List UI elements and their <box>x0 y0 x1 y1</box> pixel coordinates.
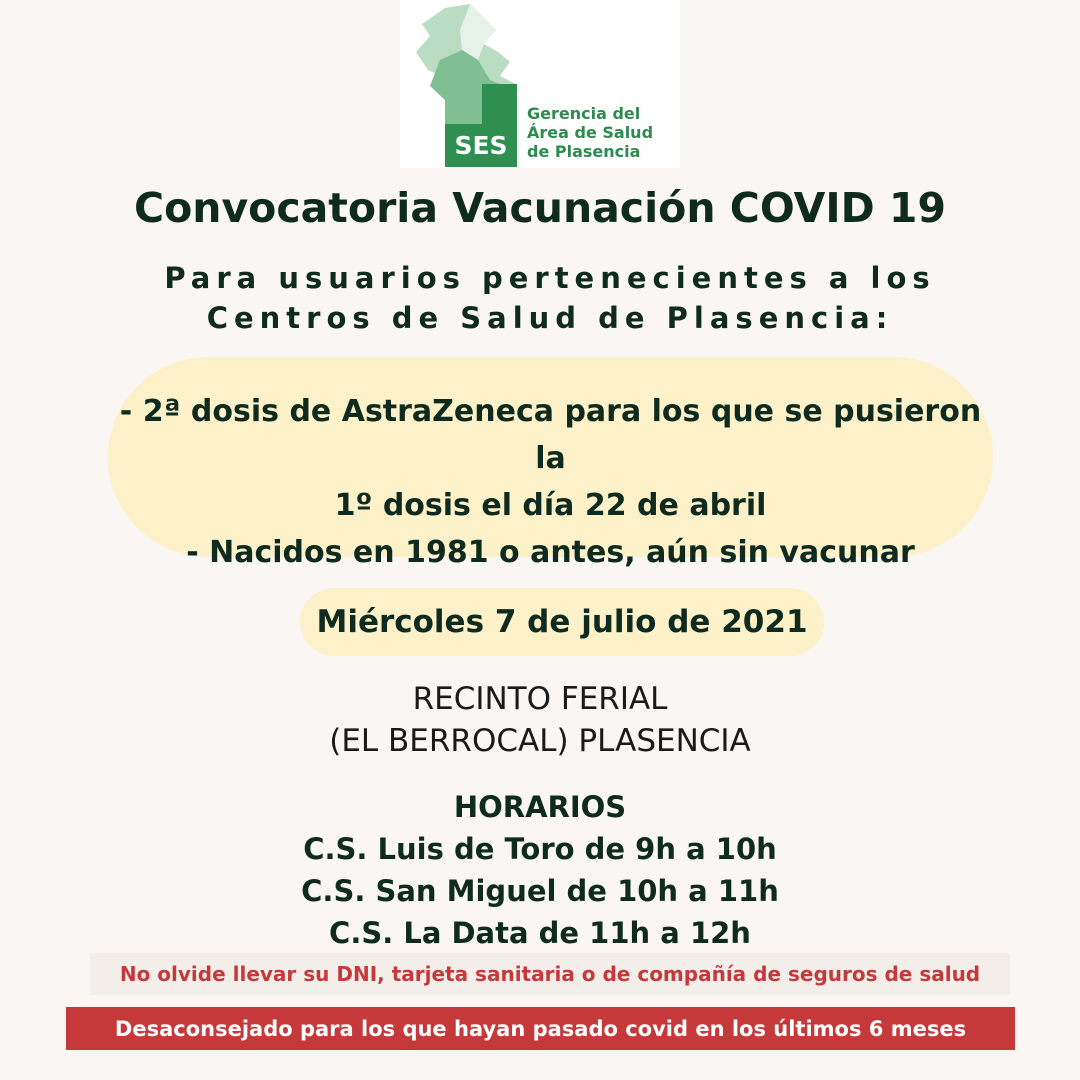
schedule-item: C.S. San Miguel de 10h a 11h <box>301 874 779 908</box>
ses-logo <box>400 0 680 168</box>
logo-line-2: Área de Salud <box>527 123 654 142</box>
venue-line-2: (EL BERROCAL) PLASENCIA <box>329 723 751 759</box>
group-line-2: 1º dosis el día 22 de abril <box>334 488 767 523</box>
logo-line-1: Gerencia del <box>527 104 641 123</box>
date-badge: Miércoles 7 de julio de 2021 <box>300 588 824 656</box>
schedule-item: C.S. Luis de Toro de 9h a 10h <box>303 832 777 866</box>
logo-line-3: de Plasencia <box>527 142 641 161</box>
group-line-1: - 2ª dosis de AstraZeneca para los que se pusieron la <box>119 394 982 476</box>
subtitle <box>0 258 1080 338</box>
page-title: Convocatoria Vacunación COVID 19 <box>134 184 946 232</box>
covid-warning-banner: Desaconsejado para los que hayan pasado covid en los últimos 6 meses <box>66 1007 1015 1050</box>
subtitle-line-1: Para usuarios pertenecientes a los <box>164 261 936 295</box>
schedule-item: C.S. La Data de 11h a 12h <box>329 916 751 950</box>
id-reminder-notice: No olvide llevar su DNI, tarjeta sanitaria o de compañía de seguros de salud <box>90 953 1010 995</box>
group-line-3: - Nacidos en 1981 o antes, aún sin vacunar <box>186 535 915 570</box>
schedule <box>0 786 1080 954</box>
venue <box>0 678 1080 762</box>
logo-text <box>527 104 653 161</box>
ses-badge: SES <box>445 124 517 167</box>
target-groups-text <box>108 388 993 576</box>
venue-line-1: RECINTO FERIAL <box>412 681 668 717</box>
schedule-heading: HORARIOS <box>453 790 627 824</box>
subtitle-line-2: Centros de Salud de Plasencia: <box>206 301 894 335</box>
